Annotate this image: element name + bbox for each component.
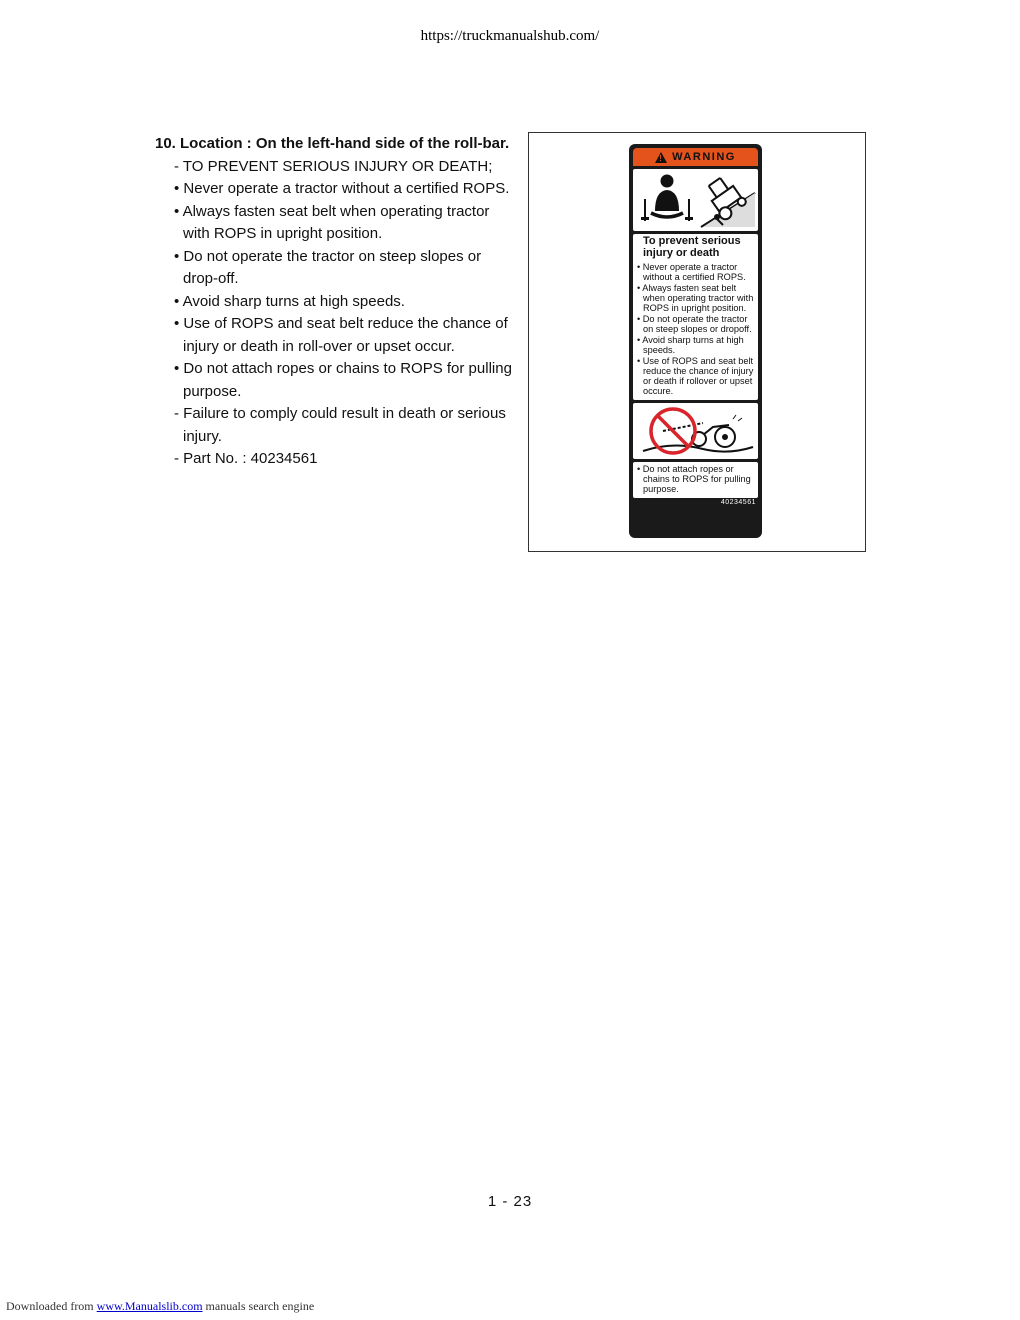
no-towing-pictogram: [633, 403, 758, 459]
decal-bullet: • Avoid sharp turns at high speeds.: [637, 335, 744, 355]
decal-bullet: • Always fasten seat belt when operating tractor with ROPS in upright position.: [637, 283, 754, 313]
instruction-line: • Use of ROPS and seat belt reduce the chance of injury or death in roll-over or upset occur.: [174, 315, 508, 355]
instruction-line: • Do not attach ropes or chains to ROPS for pulling purpose.: [174, 360, 512, 400]
warning-signal-bar: [633, 148, 758, 166]
footer-suffix: manuals search engine: [202, 1299, 315, 1313]
signal-word: WARNING: [672, 151, 736, 163]
instruction-line: • Never operate a tractor without a certified ROPS.: [174, 180, 510, 197]
location-description: [155, 133, 520, 471]
decal-bullet: • Use of ROPS and seat belt reduce the chance of injury or death if rollover or upset occure.: [637, 356, 754, 396]
instruction-line: - TO PREVENT SERIOUS INJURY OR DEATH;: [174, 157, 493, 175]
no-chain-pulling-icon: [633, 403, 758, 459]
decal-bullet: • Do not operate the tractor on steep slopes or dropoff.: [637, 314, 752, 334]
page-number: 1 - 23: [487, 1193, 533, 1210]
seatbelt-operator-icon: [633, 169, 758, 231]
seatbelt-rollover-pictogram: [633, 169, 758, 231]
decal-part-number: 40234561: [720, 499, 756, 506]
source-url: https://truckmanualshub.com/: [420, 28, 600, 44]
instruction-line: • Always fasten seat belt when operating tractor with ROPS in upright position.: [174, 202, 490, 242]
instruction-line: • Do not operate the tractor on steep slopes or drop-off.: [174, 247, 482, 287]
decal-figure-frame: [528, 132, 866, 552]
warning-decal: [629, 144, 762, 538]
section-heading: 10. Location : On the left-hand side of the roll-bar.: [155, 135, 510, 152]
decal-instructions-panel: [633, 234, 758, 400]
manualslib-link[interactable]: www.Manualslib.com: [96, 1299, 203, 1313]
decal-bottom-panel: [633, 462, 758, 498]
part-number-line: - Part No. : 40234561: [174, 450, 318, 467]
download-footer: [6, 1299, 314, 1314]
decal-bullet: • Never operate a tractor without a certified ROPS.: [637, 262, 746, 282]
decal-bullet: • Do not attach ropes or chains to ROPS for pulling purpose.: [637, 464, 751, 494]
instruction-line: - Failure to comply could result in death or serious injury.: [174, 405, 506, 445]
footer-prefix: Downloaded from: [6, 1299, 97, 1313]
warning-triangle-icon: !: [655, 152, 667, 163]
decal-heading: To prevent serious injury or death: [643, 235, 741, 259]
instruction-line: • Avoid sharp turns at high speeds.: [174, 292, 405, 310]
